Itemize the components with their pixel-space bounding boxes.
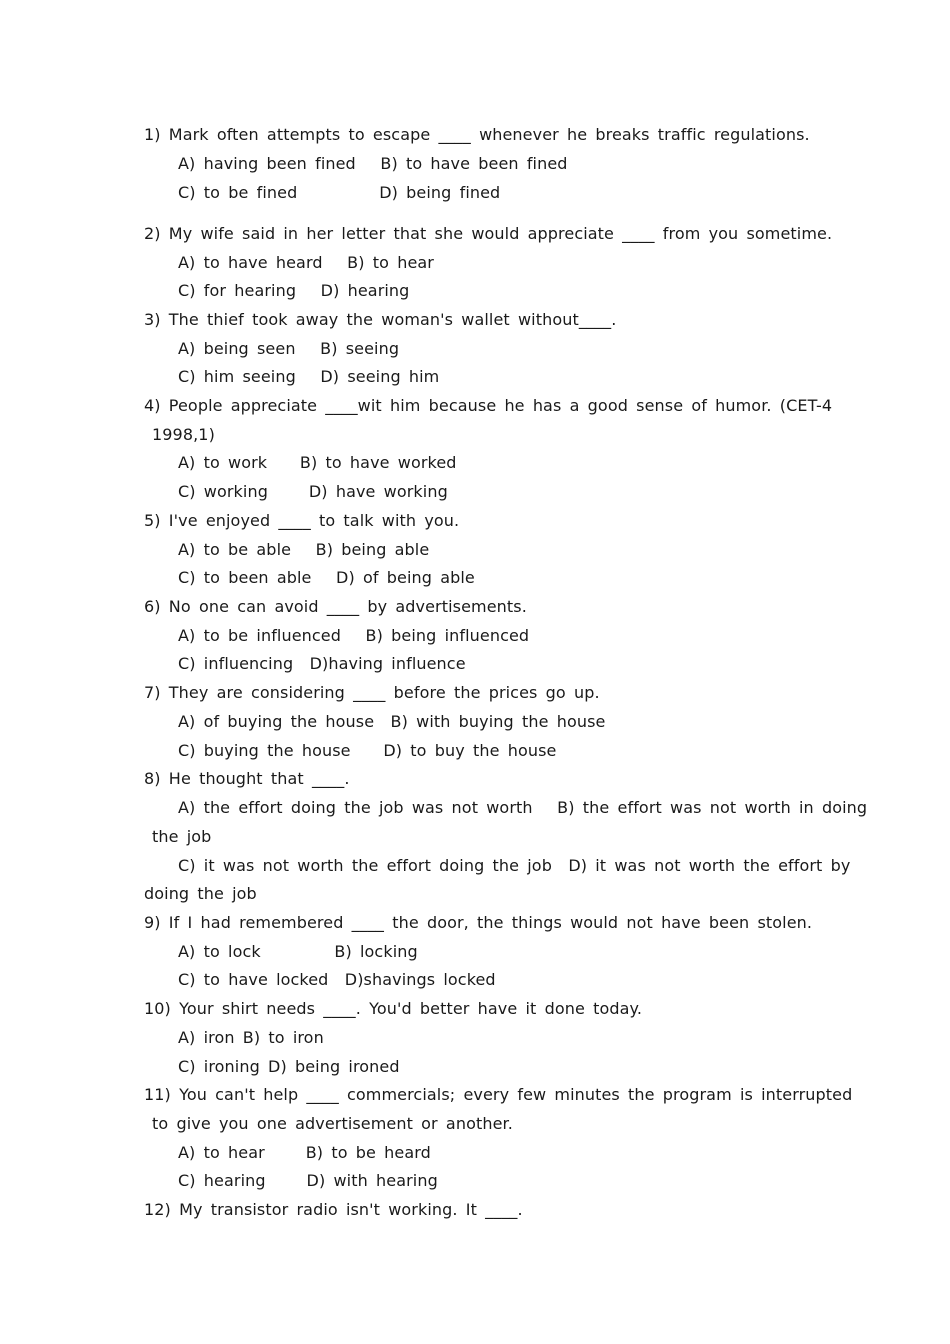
question-2-options-cd: C) for hearing D) hearing	[178, 281, 410, 300]
question-5-options-cd: C) to been able D) of being able	[178, 568, 475, 587]
question-4-options-ab: A) to work B) to have worked	[178, 453, 457, 472]
question-5-options-ab: A) to be able B) being able	[178, 540, 430, 559]
question-6-stem: 6) No one can avoid ____ by advertisements.	[144, 597, 527, 616]
question-10-stem: 10) Your shirt needs ____. You'd better have it done today.	[144, 999, 643, 1018]
question-2-stem: 2) My wife said in her letter that she would appreciate ____ from you sometime.	[144, 224, 833, 243]
question-11-stem-continued: to give you one advertisement or another.	[152, 1114, 513, 1133]
question-4-options-cd: C) working D) have working	[178, 482, 448, 501]
question-12-stem: 12) My transistor radio isn't working. It ____.	[144, 1200, 523, 1219]
question-1-stem: 1) Mark often attempts to escape ____ whenever he breaks traffic regulations.	[144, 125, 810, 144]
question-2-options-ab: A) to have heard B) to hear	[178, 253, 434, 272]
question-9-stem: 9) If I had remembered ____ the door, the things would not have been stolen.	[144, 913, 813, 932]
question-8-options-ab: A) the effort doing the job was not worth B) the effort was not worth in doing	[178, 798, 868, 817]
question-10-options-cd: C) ironing D) being ironed	[178, 1057, 400, 1076]
question-3-options-cd: C) him seeing D) seeing him	[178, 367, 440, 386]
question-11-stem: 11) You can't help ____ commercials; every few minutes the program is interrupted	[144, 1085, 853, 1104]
question-6-options-cd: C) influencing D)having influence	[178, 654, 466, 673]
question-1-options-cd: C) to be fined D) being fined	[178, 183, 501, 202]
question-7-options-cd: C) buying the house D) to buy the house	[178, 741, 557, 760]
question-7-stem: 7) They are considering ____ before the prices go up.	[144, 683, 600, 702]
question-6-options-ab: A) to be influenced B) being influenced	[178, 626, 530, 645]
question-5-stem: 5) I've enjoyed ____ to talk with you.	[144, 511, 460, 530]
question-11-options-ab: A) to hear B) to be heard	[178, 1143, 431, 1162]
question-4-stem: 4) People appreciate ____wit him because he has a good sense of humor. (CET-4	[144, 396, 833, 415]
question-1-options-ab: A) having been fined B) to have been fined	[178, 154, 568, 173]
question-8-options-cd-continued: doing the job	[144, 884, 257, 903]
question-3-options-ab: A) being seen B) seeing	[178, 339, 400, 358]
question-8-options-ab-continued: the job	[152, 827, 212, 846]
question-8-stem: 8) He thought that ____.	[144, 769, 350, 788]
question-4-stem-continued: 1998,1)	[152, 425, 215, 444]
question-9-options-ab: A) to lock B) locking	[178, 942, 418, 961]
question-11-options-cd: C) hearing D) with hearing	[178, 1171, 438, 1190]
question-9-options-cd: C) to have locked D)shavings locked	[178, 970, 496, 989]
question-10-options-ab: A) iron B) to iron	[178, 1028, 324, 1047]
question-7-options-ab: A) of buying the house B) with buying the house	[178, 712, 606, 731]
question-3-stem: 3) The thief took away the woman's wallet without____.	[144, 310, 617, 329]
question-8-options-cd: C) it was not worth the effort doing the job D) it was not worth the effort by	[178, 856, 851, 875]
